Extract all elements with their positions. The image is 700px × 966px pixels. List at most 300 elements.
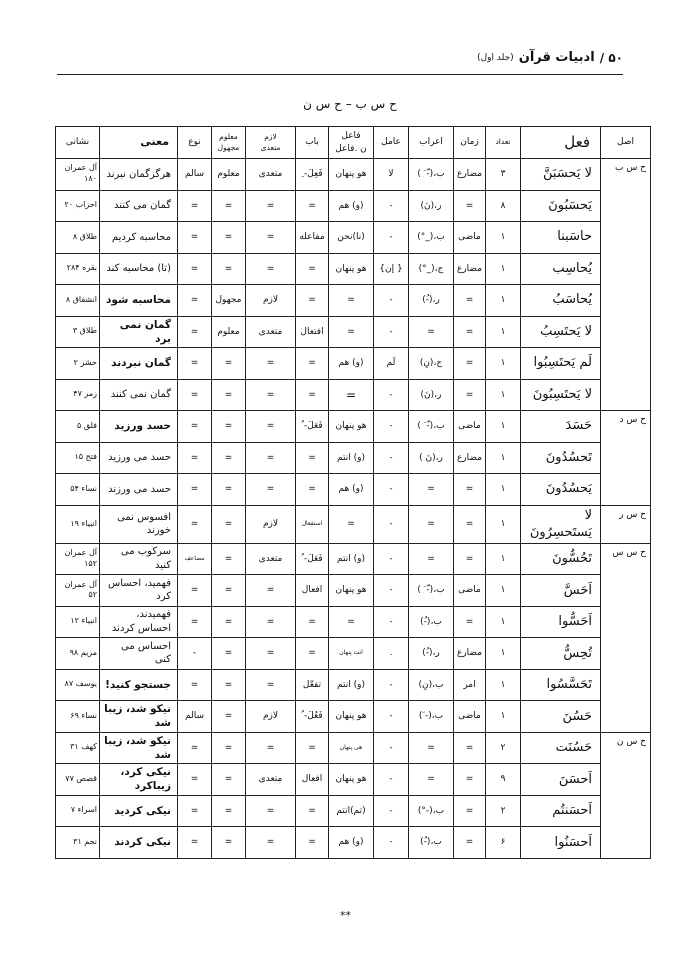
cell-erab: ر،(نَ) — [409, 379, 454, 411]
cell-lazem: = — [246, 575, 296, 607]
cell-bab: = — [296, 442, 329, 474]
cell-malum: = — [212, 795, 246, 827]
cell-malum: = — [212, 411, 246, 443]
cell-zaman: = — [454, 505, 486, 543]
cell-zaman: مضارع — [454, 442, 486, 474]
volume-label: (جلد اول) — [477, 52, 514, 63]
cell-neshani: آل عمران ۵۲ — [56, 575, 100, 607]
cell-erab: ر،(-ُ) — [409, 638, 454, 670]
cell-now: = — [178, 827, 212, 859]
cell-now: = — [178, 732, 212, 764]
cell-malum: = — [212, 348, 246, 380]
cell-zaman: امر — [454, 669, 486, 701]
cell-tedad: ۱ — [486, 442, 521, 474]
cell-fel: يَحسَبُونَ — [521, 190, 601, 222]
cell-fel: يَحسُدُونَ — [521, 474, 601, 506]
cell-mana: گمان نمی برد — [100, 316, 178, 348]
cell-lazem: متعدی — [246, 316, 296, 348]
cell-malum: = — [212, 575, 246, 607]
page-number: ۵۰ / — [599, 50, 623, 65]
cell-zaman: = — [454, 348, 486, 380]
col-bab: باب — [296, 127, 329, 159]
cell-mana: جستجو کنید! — [100, 669, 178, 701]
cell-tedad: ۱ — [486, 285, 521, 317]
cell-fael: هو پنهان — [329, 764, 374, 796]
cell-bab: مفاعله — [296, 222, 329, 254]
cell-tedad: ۱ — [486, 379, 521, 411]
table-row — [56, 411, 651, 443]
cell-now: = — [178, 190, 212, 222]
cell-erab: ر،(-ُ) — [409, 285, 454, 317]
cell-fel: اَحسَنتُم — [521, 795, 601, 827]
cell-mana: (تا) محاسبه کند — [100, 253, 178, 285]
cell-erab: ب،(-°) — [409, 795, 454, 827]
cell-fel: تَحَسَّسُوا — [521, 669, 601, 701]
cell-fael: (تم)انتم — [329, 795, 374, 827]
cell-fel: يُحاسَبُ — [521, 285, 601, 317]
cell-fael: = — [329, 505, 374, 543]
cell-mana: نیکو شد، زیبا شد — [100, 732, 178, 764]
cell-mana: احساس می کنی — [100, 638, 178, 670]
table-row — [56, 253, 651, 285]
cell-zaman: ماضی — [454, 575, 486, 607]
cell-tedad: ۱ — [486, 638, 521, 670]
cell-fael: (و) انتم — [329, 442, 374, 474]
cell-zaman: ماضی — [454, 701, 486, 733]
table-row — [56, 285, 651, 317]
cell-fael: انت پنهان — [329, 638, 374, 670]
cell-tedad: ۱ — [486, 543, 521, 575]
cell-amel: - — [374, 606, 409, 638]
cell-malum: = — [212, 379, 246, 411]
cell-zaman: مضارع — [454, 638, 486, 670]
cell-neshani: انشقاق ۸ — [56, 285, 100, 317]
cell-zaman: = — [454, 827, 486, 859]
cell-bab: فَعَلَ- ُ — [296, 543, 329, 575]
cell-malum: = — [212, 505, 246, 543]
cell-fel: اَحَسَّ — [521, 575, 601, 607]
col-erab: اعراب — [409, 127, 454, 159]
cell-lazem: = — [246, 638, 296, 670]
cell-amel: - — [374, 474, 409, 506]
cell-now: = — [178, 669, 212, 701]
cell-malum: = — [212, 442, 246, 474]
cell-fael: = — [329, 606, 374, 638]
col-fel: فعل — [521, 127, 601, 159]
cell-tedad: ۱ — [486, 474, 521, 506]
cell-fel: حاسَبنا — [521, 222, 601, 254]
cell-lazem: متعدی — [246, 159, 296, 191]
cell-tedad: ۸ — [486, 190, 521, 222]
cell-fael: هی پنهان — [329, 732, 374, 764]
table-row — [56, 827, 651, 859]
cell-now: = — [178, 348, 212, 380]
table-row — [56, 732, 651, 764]
cell-erab: = — [409, 474, 454, 506]
cell-bab: فَعُلَ- ُ — [296, 701, 329, 733]
cell-mana: حسد ورزید — [100, 411, 178, 443]
cell-amel: - — [374, 285, 409, 317]
cell-zaman: = — [454, 606, 486, 638]
cell-mana: سرکوب می کنید — [100, 543, 178, 575]
table-row — [56, 442, 651, 474]
cell-malum: = — [212, 543, 246, 575]
cell-erab: ب،(-ّ َ ) — [409, 575, 454, 607]
cell-neshani: اسراء ۷ — [56, 795, 100, 827]
cell-now: = — [178, 474, 212, 506]
cell-lazem: = — [246, 795, 296, 827]
cell-asl: ح س ن — [601, 732, 651, 858]
cell-malum: = — [212, 190, 246, 222]
cell-malum: = — [212, 764, 246, 796]
cell-malum: = — [212, 701, 246, 733]
cell-zaman: مضارع — [454, 253, 486, 285]
cell-fel: لا يَستَحسِرُونَ — [521, 505, 601, 543]
table-header-row — [56, 127, 651, 159]
cell-neshani: فلق ۵ — [56, 411, 100, 443]
cell-fael: هو پنهان — [329, 411, 374, 443]
cell-mana: گمان می کنند — [100, 190, 178, 222]
cell-mana: نیکو شد، زیبا شد — [100, 701, 178, 733]
cell-bab: = — [296, 638, 329, 670]
cell-neshani: انبیاء ۱۹ — [56, 505, 100, 543]
cell-erab: ج،(نِ) — [409, 348, 454, 380]
cell-mana: فهمید، احساس کرد — [100, 575, 178, 607]
col-now: نوع — [178, 127, 212, 159]
cell-fael: (و) هم — [329, 190, 374, 222]
col-fael: فاعل ن .فاعل — [329, 127, 374, 159]
cell-amel: . — [374, 638, 409, 670]
cell-fael: (و) انتم — [329, 669, 374, 701]
cell-amel: - — [374, 411, 409, 443]
cell-mana: نیکی کردید — [100, 795, 178, 827]
table-body — [56, 159, 651, 859]
cell-tedad: ۱ — [486, 253, 521, 285]
cell-tedad: ۲ — [486, 795, 521, 827]
cell-bab: = — [296, 190, 329, 222]
cell-neshani: کهف ۳۱ — [56, 732, 100, 764]
book-title: ادبیات قرآن — [518, 50, 595, 65]
cell-fael: هو پنهان — [329, 575, 374, 607]
cell-now: = — [178, 316, 212, 348]
cell-neshani: مریم ۹۸ — [56, 638, 100, 670]
cell-amel: - — [374, 316, 409, 348]
cell-neshani: قصص ۷۷ — [56, 764, 100, 796]
cell-zaman: = — [454, 285, 486, 317]
cell-now: = — [178, 606, 212, 638]
cell-lazem: = — [246, 732, 296, 764]
table-row — [56, 606, 651, 638]
cell-amel: لا — [374, 159, 409, 191]
cell-amel: - — [374, 575, 409, 607]
cell-fael: = — [329, 316, 374, 348]
cell-malum: معلوم — [212, 316, 246, 348]
cell-now: - — [178, 638, 212, 670]
cell-fael: (و) هم — [329, 348, 374, 380]
cell-fel: تُحِسُّ — [521, 638, 601, 670]
cell-mana: هرگزگمان نبرند — [100, 159, 178, 191]
cell-fel: حَسَدَ — [521, 411, 601, 443]
cell-bab: = — [296, 732, 329, 764]
cell-amel: - — [374, 732, 409, 764]
cell-bab: فَعَلَ- ُ — [296, 411, 329, 443]
cell-bab: = — [296, 606, 329, 638]
cell-erab: ب،(-ُ) — [409, 827, 454, 859]
col-malum: معلوم مجهول — [212, 127, 246, 159]
cell-tedad: ۱ — [486, 222, 521, 254]
cell-lazem: = — [246, 348, 296, 380]
table-row — [56, 222, 651, 254]
cell-erab: = — [409, 764, 454, 796]
cell-tedad: ۱ — [486, 575, 521, 607]
cell-tedad: ۳ — [486, 159, 521, 191]
cell-now: = — [178, 253, 212, 285]
cell-bab: = — [296, 285, 329, 317]
cell-zaman: = — [454, 543, 486, 575]
cell-zaman: = — [454, 795, 486, 827]
cell-malum: مجهول — [212, 285, 246, 317]
cell-bab: = — [296, 379, 329, 411]
cell-amel: - — [374, 190, 409, 222]
cell-malum: معلوم — [212, 159, 246, 191]
cell-now: سالم — [178, 701, 212, 733]
table-row — [56, 669, 651, 701]
cell-erab: ر،(نَ ) — [409, 442, 454, 474]
cell-bab: افتعال — [296, 316, 329, 348]
cell-fel: تَحُسُّونَ — [521, 543, 601, 575]
cell-zaman: = — [454, 474, 486, 506]
cell-now: = — [178, 222, 212, 254]
cell-now: = — [178, 505, 212, 543]
cell-amel: - — [374, 827, 409, 859]
cell-now: = — [178, 575, 212, 607]
cell-tedad: ۱ — [486, 316, 521, 348]
cell-mana: گمان نبردند — [100, 348, 178, 380]
cell-malum: = — [212, 253, 246, 285]
cell-amel: - — [374, 764, 409, 796]
table-row — [56, 638, 651, 670]
cell-neshani: طلاق ۸ — [56, 222, 100, 254]
footer-mark: ** — [340, 909, 351, 922]
cell-tedad: ۱ — [486, 348, 521, 380]
cell-erab: ب،(- َ) — [409, 701, 454, 733]
cell-amel: لَم — [374, 348, 409, 380]
cell-neshani: نجم ۳۱ — [56, 827, 100, 859]
cell-mana: حسد می ورزید — [100, 442, 178, 474]
col-tedad: تعداد — [486, 127, 521, 159]
cell-erab: ج،(_°) — [409, 253, 454, 285]
table-row — [56, 190, 651, 222]
cell-lazem: = — [246, 253, 296, 285]
cell-zaman: مضارع — [454, 159, 486, 191]
cell-tedad: ۱ — [486, 669, 521, 701]
cell-asl: ح س س — [601, 543, 651, 732]
cell-mana: حسد می ورزند — [100, 474, 178, 506]
cell-lazem: متعدی — [246, 764, 296, 796]
cell-bab: استفعال — [296, 505, 329, 543]
table-row — [56, 379, 651, 411]
cell-fael: = — [329, 285, 374, 317]
table-row — [56, 795, 651, 827]
table-row — [56, 348, 651, 380]
cell-fel: حَسُنَت — [521, 732, 601, 764]
cell-malum: = — [212, 222, 246, 254]
cell-fael: (و) انتم — [329, 543, 374, 575]
cell-neshani: زمر ۴۷ — [56, 379, 100, 411]
cell-zaman: ماضی — [454, 222, 486, 254]
table-row — [56, 764, 651, 796]
cell-amel: - — [374, 505, 409, 543]
cell-zaman: = — [454, 316, 486, 348]
cell-fael: هو پنهان — [329, 159, 374, 191]
cell-malum: = — [212, 474, 246, 506]
cell-neshani: بقره ۲۸۴ — [56, 253, 100, 285]
cell-fel: لا يَحسَبَنَّ — [521, 159, 601, 191]
cell-erab: ر،(نَ) — [409, 190, 454, 222]
cell-fael: (و) هم — [329, 827, 374, 859]
col-zaman: زمان — [454, 127, 486, 159]
cell-erab: ب،(-ّ َ ) — [409, 159, 454, 191]
cell-fel: لا يَحتَسِبُونَ — [521, 379, 601, 411]
cell-mana: افسوس نمی خورند — [100, 505, 178, 543]
col-neshani: نشانی — [56, 127, 100, 159]
cell-bab: افعال — [296, 764, 329, 796]
cell-tedad: ۲ — [486, 732, 521, 764]
cell-malum: = — [212, 606, 246, 638]
cell-bab: = — [296, 827, 329, 859]
cell-mana: نیکی کردند — [100, 827, 178, 859]
cell-bab: = — [296, 348, 329, 380]
cell-fel: اَحَسُّوا — [521, 606, 601, 638]
cell-tedad: ۱ — [486, 701, 521, 733]
cell-now: = — [178, 411, 212, 443]
cell-tedad: ۱ — [486, 606, 521, 638]
cell-lazem: = — [246, 190, 296, 222]
cell-lazem: = — [246, 669, 296, 701]
cell-bab: فَعِلَ- ِ — [296, 159, 329, 191]
cell-tedad: ۹ — [486, 764, 521, 796]
cell-zaman: ماضی — [454, 411, 486, 443]
cell-lazem: = — [246, 442, 296, 474]
cell-fel: لَم يَحتَسِبُوا — [521, 348, 601, 380]
cell-lazem: = — [246, 411, 296, 443]
table-row — [56, 505, 651, 543]
col-lazem: لازم متعدی — [246, 127, 296, 159]
cell-tedad: ۱ — [486, 505, 521, 543]
cell-zaman: = — [454, 190, 486, 222]
cell-malum: = — [212, 732, 246, 764]
cell-erab: = — [409, 505, 454, 543]
cell-erab: ب،(-ُ) — [409, 606, 454, 638]
cell-lazem: لازم — [246, 285, 296, 317]
cell-fael: هو پنهان — [329, 701, 374, 733]
cell-lazem: لازم — [246, 701, 296, 733]
cell-fael: (نا)نحن — [329, 222, 374, 254]
cell-now: سالم — [178, 159, 212, 191]
cell-neshani: آل عمران ۱۵۲ — [56, 543, 100, 575]
cell-malum: = — [212, 669, 246, 701]
col-amel: عامل — [374, 127, 409, 159]
cell-amel: { إن} — [374, 253, 409, 285]
cell-mana: محاسبه شود — [100, 285, 178, 317]
cell-asl: ح س ب — [601, 159, 651, 411]
cell-erab: ب،(-ّ َ ) — [409, 411, 454, 443]
cell-mana: نیکی کرد، زیباکرد — [100, 764, 178, 796]
cell-neshani: فتح ۱۵ — [56, 442, 100, 474]
col-mana: معنی — [100, 127, 178, 159]
cell-neshani: نساء ۶۹ — [56, 701, 100, 733]
cell-fel: لا يَحتَسِبُ — [521, 316, 601, 348]
col-asl: اصل — [601, 127, 651, 159]
cell-now: = — [178, 285, 212, 317]
cell-lazem: = — [246, 379, 296, 411]
verb-table — [55, 126, 651, 859]
table-row — [56, 159, 651, 191]
table-row — [56, 474, 651, 506]
cell-erab: ب،(نِ) — [409, 669, 454, 701]
cell-lazem: متعدی — [246, 543, 296, 575]
cell-amel: - — [374, 669, 409, 701]
cell-amel: - — [374, 543, 409, 575]
table-row — [56, 543, 651, 575]
cell-now: = — [178, 795, 212, 827]
cell-fel: يُحاسِب — [521, 253, 601, 285]
cell-fael: هو پنهان — [329, 253, 374, 285]
cell-lazem: = — [246, 222, 296, 254]
cell-fel: تَحسُدُونَ — [521, 442, 601, 474]
page-header — [57, 47, 623, 75]
cell-bab: تفعّل — [296, 669, 329, 701]
cell-bab: = — [296, 253, 329, 285]
cell-amel: - — [374, 701, 409, 733]
cell-malum: = — [212, 827, 246, 859]
cell-tedad: ۱ — [486, 411, 521, 443]
cell-tedad: ۶ — [486, 827, 521, 859]
cell-neshani: احزاب ۲۰ — [56, 190, 100, 222]
cell-amel: - — [374, 222, 409, 254]
cell-amel: - — [374, 442, 409, 474]
cell-asl: ح س د — [601, 411, 651, 506]
cell-malum: = — [212, 638, 246, 670]
cell-fael: (و) هم — [329, 474, 374, 506]
table-row — [56, 575, 651, 607]
cell-lazem: = — [246, 474, 296, 506]
cell-fel: اَحسَنَ — [521, 764, 601, 796]
cell-neshani: نساء ۵۴ — [56, 474, 100, 506]
cell-bab: افعال — [296, 575, 329, 607]
cell-now: = — [178, 764, 212, 796]
cell-fel: اَحسَنُوا — [521, 827, 601, 859]
cell-zaman: = — [454, 379, 486, 411]
table-row — [56, 316, 651, 348]
cell-neshani: طلاق ۳ — [56, 316, 100, 348]
cell-zaman: = — [454, 764, 486, 796]
cell-now: = — [178, 379, 212, 411]
cell-asl: ح س ر — [601, 505, 651, 543]
cell-fel: حَسُنَ — [521, 701, 601, 733]
cell-zaman: = — [454, 732, 486, 764]
cell-neshani: حشر ۲ — [56, 348, 100, 380]
cell-neshani: آل عمران ۱۸۰ — [56, 159, 100, 191]
cell-erab: ب،(_°) — [409, 222, 454, 254]
cell-amel: - — [374, 795, 409, 827]
cell-mana: محاسبه کردیم — [100, 222, 178, 254]
cell-now: = — [178, 442, 212, 474]
cell-bab: = — [296, 795, 329, 827]
cell-amel: - — [374, 379, 409, 411]
section-title: ح س ب – ح س ن — [303, 97, 397, 111]
table-row — [56, 701, 651, 733]
